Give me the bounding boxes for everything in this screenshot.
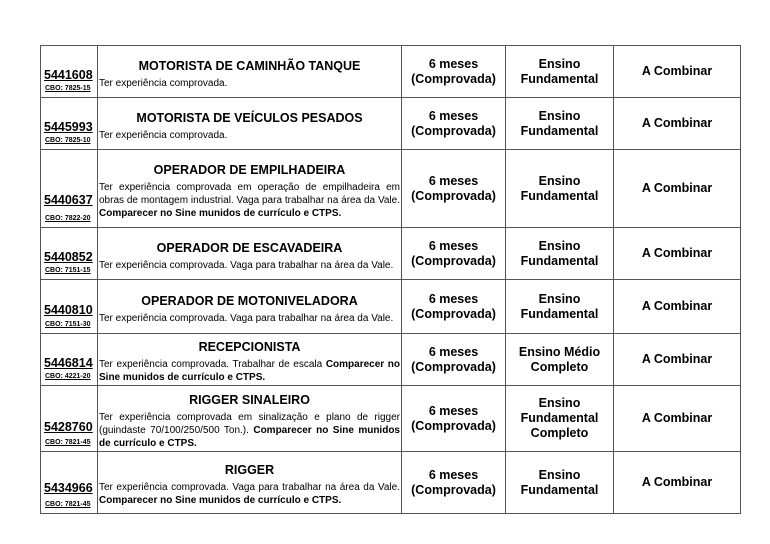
- job-code: 5441608: [44, 67, 93, 82]
- education-line: Fundamental: [520, 411, 599, 425]
- experience-note: (Comprovada): [411, 482, 496, 497]
- experience-note: (Comprovada): [411, 71, 496, 86]
- experience-cell: [402, 280, 506, 334]
- salary: A Combinar: [641, 246, 713, 260]
- job-code-cell: [41, 228, 98, 280]
- job-row: [41, 228, 741, 280]
- salary-cell: [614, 150, 741, 228]
- education-line: Ensino: [538, 108, 581, 123]
- education-line: Ensino: [538, 56, 581, 71]
- experience-note: (Comprovada): [411, 418, 496, 433]
- experience-duration: 6 meses: [428, 403, 479, 418]
- education-line: Fundamental: [520, 253, 599, 268]
- job-title: OPERADOR DE MOTONIVELADORA: [141, 293, 358, 308]
- job-title: MOTORISTA DE VEÍCULOS PESADOS: [136, 110, 363, 125]
- experience-duration: 6 meses: [428, 467, 479, 482]
- description-emphasis: Comparecer no Sine munidos de currículo e CTPS.: [99, 495, 342, 506]
- education-cell: [506, 280, 614, 334]
- cbo-code: CBO: 7821-45: [45, 501, 91, 508]
- experience-note: (Comprovada): [411, 359, 496, 374]
- salary: A Combinar: [641, 475, 713, 489]
- education-line: Completo: [530, 359, 589, 374]
- education-cell: [506, 228, 614, 280]
- job-title: RIGGER SINALEIRO: [189, 392, 310, 407]
- job-code: 5445993: [44, 119, 93, 134]
- education-cell: [506, 150, 614, 228]
- education-line: Ensino: [538, 238, 581, 253]
- job-row: [41, 386, 741, 452]
- job-code: 5440810: [44, 302, 93, 317]
- job-code: 5434966: [44, 480, 93, 495]
- job-row: [41, 98, 741, 150]
- description-text: Ter experiência comprovada.: [99, 129, 228, 141]
- cbo-code: CBO: 7151-15: [45, 267, 91, 274]
- cbo-code: CBO: 7822-20: [45, 215, 91, 222]
- job-description-cell: [98, 334, 402, 386]
- description-emphasis: Comparecer no Sine munidos de currículo e CTPS.: [99, 424, 400, 449]
- job-description: [98, 477, 401, 507]
- job-row: [41, 334, 741, 386]
- job-description: [98, 255, 401, 272]
- salary: A Combinar: [641, 352, 713, 366]
- job-code-cell: [41, 334, 98, 386]
- job-code-cell: [41, 46, 98, 98]
- salary-cell: [614, 46, 741, 98]
- job-title: MOTORISTA DE CAMINHÃO TANQUE: [138, 58, 361, 73]
- job-description: [98, 125, 401, 142]
- education-line: Fundamental: [520, 306, 599, 321]
- salary-cell: [614, 228, 741, 280]
- experience-cell: [402, 228, 506, 280]
- experience-note: (Comprovada): [411, 123, 496, 138]
- job-description: [98, 177, 401, 220]
- education-cell: [506, 386, 614, 452]
- job-description-cell: [98, 98, 402, 150]
- cbo-code: CBO: 7825-15: [45, 85, 91, 92]
- job-description-cell: [98, 280, 402, 334]
- education-line: Completo: [530, 426, 589, 440]
- description-emphasis: Comparecer no Sine munidos de currículo e CTPS.: [99, 207, 342, 219]
- experience-duration: 6 meses: [428, 56, 479, 71]
- experience-duration: 6 meses: [428, 291, 479, 306]
- job-description-cell: [98, 228, 402, 280]
- cbo-code: CBO: 4221-20: [45, 373, 91, 380]
- job-code-cell: [41, 452, 98, 514]
- job-code-cell: [41, 150, 98, 228]
- description-text: Ter experiência comprovada.: [99, 77, 228, 89]
- description-text: Ter experiência comprovada. Vaga para trabalhar na área da Vale.: [99, 259, 394, 271]
- description-text: Ter experiência comprovada. Vaga para trabalhar na área da Vale.: [99, 482, 400, 493]
- job-description: [98, 308, 401, 325]
- job-description-cell: [98, 46, 402, 98]
- description-text: Ter experiência comprovada. Trabalhar de escala: [99, 359, 323, 370]
- description-text: Ter experiência comprovada em sinalização e plano de rigger (guindaste 70/100/250/500 Ton.).: [99, 411, 400, 436]
- salary-cell: [614, 280, 741, 334]
- experience-duration: 6 meses: [428, 238, 479, 253]
- education-line: Fundamental: [520, 71, 599, 86]
- job-code-cell: [41, 98, 98, 150]
- experience-cell: [402, 150, 506, 228]
- job-title: OPERADOR DE EMPILHADEIRA: [153, 162, 346, 177]
- experience-note: (Comprovada): [411, 253, 496, 268]
- job-title: OPERADOR DE ESCAVADEIRA: [156, 240, 343, 255]
- job-code: 5446814: [44, 355, 93, 370]
- job-description-cell: [98, 452, 402, 514]
- education-line: Fundamental: [520, 188, 599, 203]
- job-description: [98, 354, 401, 384]
- description-text: Ter experiência comprovada. Vaga para trabalhar na área da Vale.: [99, 312, 394, 324]
- job-row: [41, 150, 741, 228]
- experience-cell: [402, 386, 506, 452]
- experience-cell: [402, 334, 506, 386]
- salary-cell: [614, 98, 741, 150]
- education-line: Ensino: [538, 467, 581, 482]
- salary-cell: [614, 452, 741, 514]
- job-code-cell: [41, 280, 98, 334]
- experience-duration: 6 meses: [428, 173, 479, 188]
- education-line: Ensino Médio: [518, 344, 601, 359]
- education-line: Ensino: [538, 396, 581, 410]
- job-code: 5428760: [44, 419, 93, 434]
- experience-cell: [402, 46, 506, 98]
- experience-cell: [402, 452, 506, 514]
- experience-note: (Comprovada): [411, 306, 496, 321]
- education-line: Ensino: [538, 291, 581, 306]
- job-listings-table: [40, 45, 741, 514]
- experience-duration: 6 meses: [428, 344, 479, 359]
- job-row: [41, 280, 741, 334]
- experience-duration: 6 meses: [428, 108, 479, 123]
- cbo-code: CBO: 7821-45: [45, 439, 91, 446]
- job-code-cell: [41, 386, 98, 452]
- salary-cell: [614, 334, 741, 386]
- job-description: [98, 73, 401, 90]
- job-description-cell: [98, 386, 402, 452]
- salary-cell: [614, 386, 741, 452]
- salary: A Combinar: [641, 181, 713, 195]
- education-cell: [506, 98, 614, 150]
- job-description: [98, 407, 401, 450]
- salary: A Combinar: [641, 64, 713, 78]
- cbo-code: CBO: 7151-30: [45, 321, 91, 328]
- experience-note: (Comprovada): [411, 188, 496, 203]
- experience-cell: [402, 98, 506, 150]
- salary: A Combinar: [641, 299, 713, 313]
- education-cell: [506, 452, 614, 514]
- education-line: Ensino: [538, 173, 581, 188]
- job-code: 5440637: [44, 192, 93, 207]
- job-row: [41, 452, 741, 514]
- job-title: RIGGER: [224, 463, 275, 477]
- job-row: [41, 46, 741, 98]
- job-title: RECEPCIONISTA: [198, 340, 301, 354]
- description-text: Ter experiência comprovada em operação de empilhadeira em obras de montagem industrial. Vaga para trabalhar na área da Vale.: [99, 181, 400, 206]
- job-description-cell: [98, 150, 402, 228]
- salary: A Combinar: [641, 411, 713, 425]
- education-cell: [506, 334, 614, 386]
- education-line: Fundamental: [520, 482, 599, 497]
- salary: A Combinar: [641, 116, 713, 130]
- education-line: Fundamental: [520, 123, 599, 138]
- education-cell: [506, 46, 614, 98]
- cbo-code: CBO: 7825-10: [45, 137, 91, 144]
- job-code: 5440852: [44, 249, 93, 264]
- description-emphasis: Comparecer no Sine munidos de currículo e CTPS.: [99, 359, 401, 383]
